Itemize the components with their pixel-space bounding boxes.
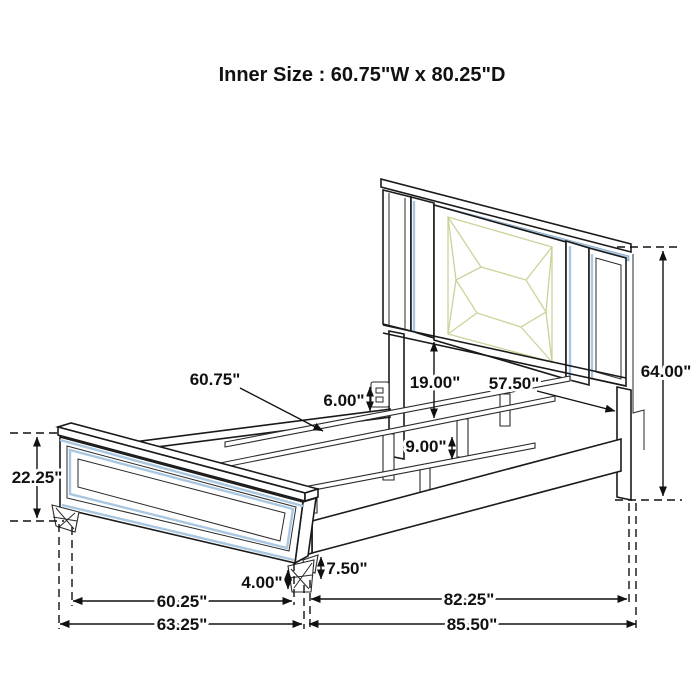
dim-overall-depth-label: 85.50" [446,615,498,634]
dim-outlet-height-label: 6.00" [323,391,365,410]
dim-rail-floor-height-label: 7.50" [326,559,368,578]
dim-footboard-overall-width-label: 63.25" [156,615,208,634]
headboard-back-edge [633,254,644,450]
dim-footboard-inner-width-label: 60.25" [156,592,208,611]
dim-inner-width [190,370,323,431]
far-side-rail [118,409,391,452]
outlet-box [371,382,389,407]
headboard-right-wing [589,248,626,386]
dim-panel-to-rail-label: 19.00" [409,373,461,392]
dim-frame-depth-label: 82.25" [443,590,495,609]
figure-title: Inner Size : 60.75"W x 80.25"D [218,64,506,86]
dim-outlet-height [323,387,370,411]
dim-inner-width-label: 60.75" [189,370,241,389]
dim-footboard-inner-width [73,592,292,611]
dim-support-leg-height [405,437,452,459]
dim-rail-floor-height [321,557,368,579]
dim-footboard-height-label: 22.25" [11,468,63,487]
dim-footboard-overall-width [60,615,302,634]
dim-support-leg-height-label: 9.00" [405,437,447,456]
dim-foot-height [241,570,288,592]
dim-headboard-panel-width-label: 57.50" [488,374,540,393]
dim-foot-height-label: 4.00" [241,573,283,592]
headboard-left-wing [383,190,411,331]
dim-headboard-height-label: 64.00" [640,362,692,381]
dim-overall-depth [309,615,636,634]
footboard [52,423,318,592]
dim-frame-depth [311,590,627,609]
